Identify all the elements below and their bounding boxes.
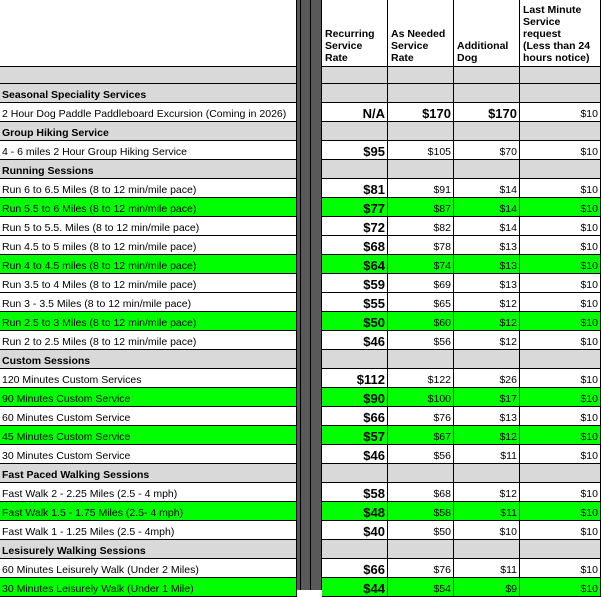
last-minute-fee-cell[interactable]: $10 bbox=[520, 331, 601, 350]
section-title-cell[interactable]: Seasonal Speciality Services bbox=[0, 84, 297, 103]
last-minute-fee-cell[interactable]: $10 bbox=[520, 483, 601, 502]
additional-dog-cell[interactable]: $13 bbox=[454, 407, 520, 426]
blank-cell[interactable] bbox=[520, 84, 601, 103]
as-needed-rate-cell[interactable]: $50 bbox=[388, 521, 454, 540]
recurring-rate-cell[interactable]: $55 bbox=[322, 293, 388, 312]
as-needed-rate-cell[interactable]: $105 bbox=[388, 141, 454, 160]
additional-dog-cell[interactable]: $12 bbox=[454, 312, 520, 331]
recurring-rate-cell[interactable]: $66 bbox=[322, 559, 388, 578]
blank-cell[interactable] bbox=[388, 160, 454, 179]
service-name-cell[interactable]: Fast Walk 2 - 2.25 Miles (2.5 - 4 mph) bbox=[0, 483, 297, 502]
blank-cell[interactable] bbox=[388, 540, 454, 559]
recurring-rate-cell[interactable]: $46 bbox=[322, 331, 388, 350]
section-title-cell[interactable]: Lesisurely Walking Sessions bbox=[0, 540, 297, 559]
section-title-cell[interactable]: Custom Sessions bbox=[0, 350, 297, 369]
header-recurring-rate[interactable] bbox=[322, 0, 388, 67]
as-needed-rate-cell[interactable]: $87 bbox=[388, 198, 454, 217]
additional-dog-cell[interactable]: $26 bbox=[454, 369, 520, 388]
recurring-rate-cell[interactable]: $77 bbox=[322, 198, 388, 217]
service-name-cell[interactable]: 60 Minutes Custom Service bbox=[0, 407, 297, 426]
last-minute-fee-cell[interactable]: $10 bbox=[520, 369, 601, 388]
as-needed-rate-cell[interactable]: $74 bbox=[388, 255, 454, 274]
service-name-cell[interactable]: 4 - 6 miles 2 Hour Group Hiking Service bbox=[0, 141, 297, 160]
recurring-rate-cell[interactable]: $64 bbox=[322, 255, 388, 274]
last-minute-fee-cell[interactable]: $10 bbox=[520, 502, 601, 521]
service-name-cell[interactable]: Run 6 to 6.5 Miles (8 to 12 min/mile pace) bbox=[0, 179, 297, 198]
last-minute-fee-cell[interactable]: $10 bbox=[520, 236, 601, 255]
service-name-cell[interactable]: 45 Minutes Custom Service bbox=[0, 426, 297, 445]
service-name-cell[interactable]: 2 Hour Dog Paddle Paddleboard Excursion (Coming in 2026) bbox=[0, 103, 297, 122]
service-name-cell[interactable]: Fast Walk 1 - 1.25 Miles (2.5 - 4mph) bbox=[0, 521, 297, 540]
additional-dog-cell[interactable]: $170 bbox=[454, 103, 520, 122]
last-minute-fee-cell[interactable]: $10 bbox=[520, 521, 601, 540]
additional-dog-cell[interactable]: $14 bbox=[454, 217, 520, 236]
blank-cell[interactable] bbox=[388, 350, 454, 369]
blank-cell[interactable] bbox=[322, 464, 388, 483]
recurring-rate-cell[interactable]: $59 bbox=[322, 274, 388, 293]
blank-cell[interactable] bbox=[454, 350, 520, 369]
additional-dog-cell[interactable]: $12 bbox=[454, 331, 520, 350]
additional-dog-cell[interactable]: $14 bbox=[454, 198, 520, 217]
recurring-rate-cell[interactable]: $81 bbox=[322, 179, 388, 198]
service-name-cell[interactable]: Run 3.5 to 4 Miles (8 to 12 min/mile pace) bbox=[0, 274, 297, 293]
header-as-needed-label: As Needed Service Rate bbox=[391, 28, 446, 64]
service-name-cell[interactable]: 60 Minutes Leisurely Walk (Under 2 Miles) bbox=[0, 559, 297, 578]
last-minute-fee-cell[interactable]: $10 bbox=[520, 255, 601, 274]
recurring-rate-cell[interactable]: $50 bbox=[322, 312, 388, 331]
as-needed-rate-cell[interactable]: $54 bbox=[388, 578, 454, 597]
as-needed-rate-cell[interactable]: $170 bbox=[388, 103, 454, 122]
blank-band-cell[interactable] bbox=[322, 67, 388, 84]
header-additional-dog[interactable] bbox=[454, 0, 520, 67]
recurring-rate-cell[interactable]: $90 bbox=[322, 388, 388, 407]
section-title-cell[interactable]: Running Sessions bbox=[0, 160, 297, 179]
last-minute-fee-cell[interactable]: $10 bbox=[520, 388, 601, 407]
service-name-cell[interactable]: 90 Minutes Custom Service bbox=[0, 388, 297, 407]
recurring-rate-cell[interactable]: $112 bbox=[322, 369, 388, 388]
gutter-line bbox=[300, 0, 301, 590]
additional-dog-cell[interactable]: $9 bbox=[454, 578, 520, 597]
as-needed-rate-cell[interactable]: $68 bbox=[388, 483, 454, 502]
header-blank-cell[interactable] bbox=[0, 0, 297, 67]
blank-cell[interactable] bbox=[454, 160, 520, 179]
service-name-cell[interactable]: Run 5.5 to 6 Miles (8 to 12 min/mile pace) bbox=[0, 198, 297, 217]
additional-dog-cell[interactable]: $14 bbox=[454, 179, 520, 198]
as-needed-rate-cell[interactable]: $56 bbox=[388, 445, 454, 464]
recurring-rate-cell[interactable]: $46 bbox=[322, 445, 388, 464]
blank-cell[interactable] bbox=[388, 84, 454, 103]
recurring-rate-cell[interactable]: $72 bbox=[322, 217, 388, 236]
blank-cell[interactable] bbox=[454, 464, 520, 483]
recurring-rate-cell[interactable]: $66 bbox=[322, 407, 388, 426]
blank-cell[interactable] bbox=[388, 464, 454, 483]
additional-dog-cell[interactable]: $11 bbox=[454, 559, 520, 578]
blank-cell[interactable] bbox=[322, 84, 388, 103]
recurring-rate-cell[interactable]: $95 bbox=[322, 141, 388, 160]
additional-dog-cell[interactable]: $11 bbox=[454, 445, 520, 464]
service-name-cell[interactable]: 120 Minutes Custom Services bbox=[0, 369, 297, 388]
header-last-minute[interactable] bbox=[520, 0, 601, 67]
as-needed-rate-cell[interactable]: $65 bbox=[388, 293, 454, 312]
as-needed-rate-cell[interactable]: $60 bbox=[388, 312, 454, 331]
blank-cell[interactable] bbox=[454, 540, 520, 559]
as-needed-rate-cell[interactable]: $76 bbox=[388, 407, 454, 426]
last-minute-fee-cell[interactable]: $10 bbox=[520, 103, 601, 122]
blank-cell[interactable] bbox=[388, 122, 454, 141]
section-title-cell[interactable]: Group Hiking Service bbox=[0, 122, 297, 141]
service-name-cell[interactable]: 30 Minutes Custom Service bbox=[0, 445, 297, 464]
additional-dog-cell[interactable]: $70 bbox=[454, 141, 520, 160]
last-minute-fee-cell[interactable]: $10 bbox=[520, 179, 601, 198]
last-minute-fee-cell[interactable]: $10 bbox=[520, 274, 601, 293]
service-name-cell[interactable]: Run 5 to 5.5. Miles (8 to 12 min/mile pace) bbox=[0, 217, 297, 236]
additional-dog-cell[interactable]: $17 bbox=[454, 388, 520, 407]
blank-cell[interactable] bbox=[454, 122, 520, 141]
additional-dog-cell[interactable]: $13 bbox=[454, 255, 520, 274]
service-name-cell[interactable]: Run 2.5 to 3 Miles (8 to 12 min/mile pace) bbox=[0, 312, 297, 331]
last-minute-fee-cell[interactable]: $10 bbox=[520, 293, 601, 312]
additional-dog-cell[interactable]: $12 bbox=[454, 426, 520, 445]
as-needed-rate-cell[interactable]: $100 bbox=[388, 388, 454, 407]
blank-cell[interactable] bbox=[520, 122, 601, 141]
recurring-rate-cell[interactable]: $40 bbox=[322, 521, 388, 540]
service-name-cell[interactable]: Run 3 - 3.5 Miles (8 to 12 min/mile pace) bbox=[0, 293, 297, 312]
last-minute-fee-cell[interactable]: $10 bbox=[520, 312, 601, 331]
header-as-needed-rate[interactable] bbox=[388, 0, 454, 67]
blank-cell[interactable] bbox=[520, 540, 601, 559]
last-minute-fee-cell[interactable]: $10 bbox=[520, 407, 601, 426]
service-name-cell[interactable]: 30 Minutes Leisurely Walk (Under 1 Mile) bbox=[0, 578, 297, 597]
as-needed-rate-cell[interactable]: $56 bbox=[388, 331, 454, 350]
as-needed-rate-cell[interactable]: $76 bbox=[388, 559, 454, 578]
blank-cell[interactable] bbox=[520, 464, 601, 483]
blank-cell[interactable] bbox=[520, 160, 601, 179]
recurring-rate-cell[interactable]: $48 bbox=[322, 502, 388, 521]
last-minute-fee-cell[interactable]: $10 bbox=[520, 559, 601, 578]
blank-cell[interactable] bbox=[322, 160, 388, 179]
as-needed-rate-cell[interactable]: $122 bbox=[388, 369, 454, 388]
blank-cell[interactable] bbox=[322, 122, 388, 141]
as-needed-rate-cell[interactable]: $67 bbox=[388, 426, 454, 445]
gutter-line bbox=[321, 0, 322, 590]
section-title-cell[interactable]: Fast Paced Walking Sessions bbox=[0, 464, 297, 483]
header-additional-label: Additional Dog bbox=[457, 40, 509, 64]
service-name-cell[interactable]: Run 4.5 to 5 miles (8 to 12 min/mile pace) bbox=[0, 236, 297, 255]
as-needed-rate-cell[interactable]: $69 bbox=[388, 274, 454, 293]
additional-dog-cell[interactable]: $12 bbox=[454, 483, 520, 502]
last-minute-fee-cell[interactable]: $10 bbox=[520, 141, 601, 160]
additional-dog-cell[interactable]: $13 bbox=[454, 274, 520, 293]
service-name-cell[interactable]: Run 2 to 2.5 Miles (8 to 12 min/mile pace) bbox=[0, 331, 297, 350]
recurring-rate-cell[interactable]: $58 bbox=[322, 483, 388, 502]
additional-dog-cell[interactable]: $11 bbox=[454, 502, 520, 521]
last-minute-fee-cell[interactable]: $10 bbox=[520, 198, 601, 217]
recurring-rate-cell[interactable]: $57 bbox=[322, 426, 388, 445]
last-minute-fee-cell[interactable]: $10 bbox=[520, 578, 601, 597]
service-name-cell[interactable]: Run 4 to 4.5 miles (8 to 12 min/mile pace) bbox=[0, 255, 297, 274]
recurring-rate-cell[interactable]: $44 bbox=[322, 578, 388, 597]
blank-cell[interactable] bbox=[520, 350, 601, 369]
blank-cell[interactable] bbox=[322, 350, 388, 369]
recurring-rate-cell[interactable]: N/A bbox=[322, 103, 388, 122]
blank-cell[interactable] bbox=[454, 84, 520, 103]
last-minute-fee-cell[interactable]: $10 bbox=[520, 217, 601, 236]
header-last-minute-label: Last Minute Service request (Less than 24 hours notice) bbox=[523, 4, 591, 64]
gutter-line bbox=[310, 0, 311, 590]
blank-band-cell[interactable] bbox=[454, 67, 520, 84]
additional-dog-cell[interactable]: $13 bbox=[454, 236, 520, 255]
as-needed-rate-cell[interactable]: $78 bbox=[388, 236, 454, 255]
as-needed-rate-cell[interactable]: $82 bbox=[388, 217, 454, 236]
header-recurring-label: Recurring Service Rate bbox=[325, 28, 375, 64]
blank-band-cell[interactable] bbox=[388, 67, 454, 84]
service-name-cell[interactable]: Fast Walk 1.5 - 1.75 Miles (2.5- 4 mph) bbox=[0, 502, 297, 521]
as-needed-rate-cell[interactable]: $58 bbox=[388, 502, 454, 521]
last-minute-fee-cell[interactable]: $10 bbox=[520, 426, 601, 445]
blank-cell[interactable] bbox=[322, 540, 388, 559]
blank-band-cell[interactable] bbox=[520, 67, 601, 84]
as-needed-rate-cell[interactable]: $91 bbox=[388, 179, 454, 198]
recurring-rate-cell[interactable]: $68 bbox=[322, 236, 388, 255]
blank-band-cell[interactable] bbox=[0, 67, 297, 84]
last-minute-fee-cell[interactable]: $10 bbox=[520, 445, 601, 464]
additional-dog-cell[interactable]: $10 bbox=[454, 521, 520, 540]
additional-dog-cell[interactable]: $12 bbox=[454, 293, 520, 312]
